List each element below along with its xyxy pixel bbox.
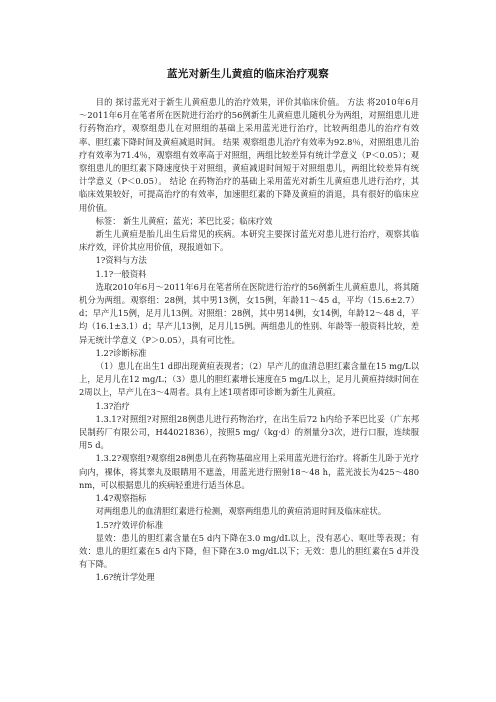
- abstract-paragraph: 目的 探讨蓝光对于新生儿黄疸患儿的治疗效果，评价其临床价值。 方法 将2010年6月～2011年6月在笔者所在医院进行治疗的56例新生儿黄疸患儿随机分为两组，对照组患儿进行药物治疗，观察组患儿在对照组的基础上采用蓝光进行治疗，比较两组患儿的治疗有效率、胆红素下降时间及黄疸减退时间。 结果 观察组患儿治疗有效率为92.8％，对照组患儿治疗有效率为71.4％，观察组有效率高于对照组，两组比较差异有统计学意义（P＜0.05）；观察组患儿的胆红素下降速度快于对照组，黄疸减退时间短于对照组患儿，两组比较差异有统计学意义（P＜0.05）。 结论 在药物治疗的基础上采用蓝光对新生儿黄疸患儿进行治疗，其临床效果较好，可提高治疗的有效率，加速胆红素的下降及黄疸的消退，具有很好的临床应用价值。: [79, 97, 419, 213]
- body-paragraph: （1）患儿在出生1 d即出现黄疸表现者；（2）早产儿的血清总胆红素含量在15 mg/L以上，足月儿在12 mg/L；（3）患儿的胆红素增长速度在5 mg/L以上，足月儿黄疸持续时间在2周以上，早产儿在3～4周者。具有上述1项者即可诊断为新生儿黄疸。: [79, 361, 419, 398]
- subsection-heading: 1.4?观察指标: [95, 493, 147, 504]
- subsection-heading: 1.1?一般资料: [95, 268, 147, 279]
- article-body: [79, 96, 419, 585]
- intro-paragraph: 新生儿黄疸是胎儿出生后常见的疾病。本研究主要探讨蓝光对患儿进行治疗，观察其临床疗效，评价其应用价值，现报道如下。: [79, 229, 419, 253]
- subsection-heading: 1.5?疗效评价标准: [95, 519, 164, 530]
- body-paragraph: 选取2010年6月～2011年6月在笔者所在医院进行治疗的56例新生儿黄疸患儿，将其随机分为两组。观察组：28例，其中男13例，女15例，年龄11～45 d，平均（15.6±2.7）d；早产儿15例，足月儿13例。对照组：28例，其中男14例，女14例，年龄12～48 d，平均（16.1±3.1）d；早产儿13例，足月儿15例。两组患儿的性别、年龄等一般资料比较，差异无统计学意义（P＞0.05），具有可比性。: [79, 281, 419, 345]
- body-paragraph: 对两组患儿的血清胆红素进行检测，观察两组患儿的黄疸消退时间及临床症状。: [95, 506, 386, 517]
- body-paragraph: 显效：患儿的胆红素含量在5 d内下降在3.0 mg/dL以上，没有恶心、呕吐等表现；有效：患儿的胆红素在5 d内下降，但下降在3.0 mg/dL以下；无效：患儿的胆红素在5 d并没有下降。: [79, 532, 419, 570]
- section-heading: 1?资料与方法: [95, 255, 147, 266]
- body-paragraph: 1.3.1?对照组?对照组28例患儿进行药物治疗，在出生后72 h内给予苯巴比妥（广东邦民制药厂有限公司，H44021836），按照5 mg/（kg·d）的剂量分3次，进行口服，连续服用5 d。: [79, 413, 419, 451]
- keywords-paragraph: 标签： 新生儿黄疸；蓝光；苯巴比妥；临床疗效: [95, 215, 273, 226]
- page-title: 蓝光对新生儿黄疸的临床治疗观察: [167, 68, 329, 80]
- subsection-heading: 1.3?治疗: [95, 400, 130, 411]
- subsection-heading: 1.2?诊断标准: [95, 347, 147, 358]
- subsection-heading: 1.6?统计学处理: [95, 572, 155, 583]
- body-paragraph: 1.3.2?观察组?观察组28例患儿在药物基础应用上采用蓝光进行治疗。将新生儿卧于光疗向内，裸体，将其睾丸及眼睛用不遮盖，用蓝光进行照射18～48 h，蓝光波长为425～480 nm，可以根据患儿的疾病轻重进行适当休息。: [79, 453, 419, 490]
